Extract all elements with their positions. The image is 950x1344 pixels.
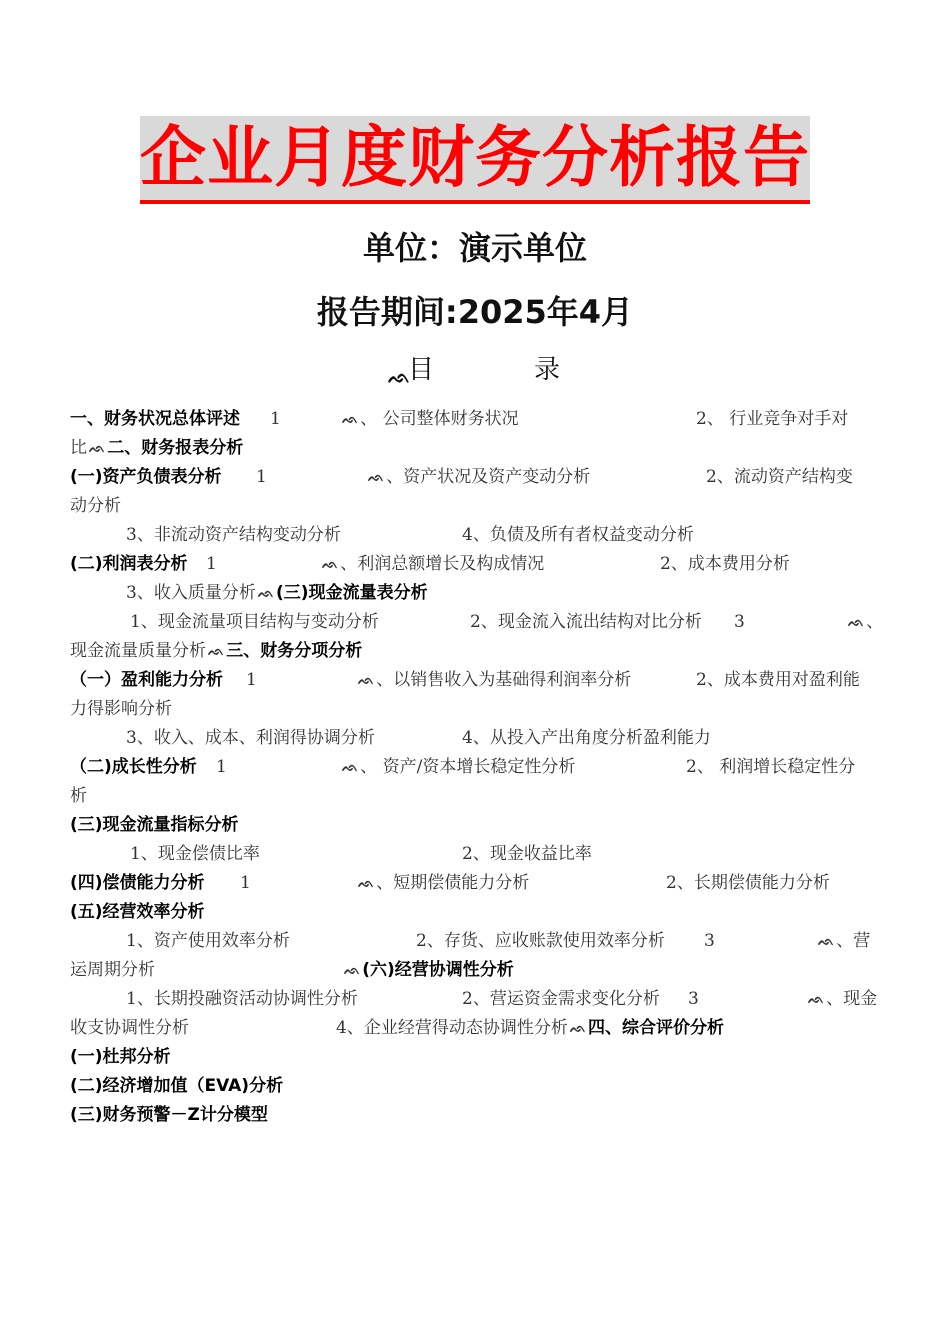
toc-line [70, 753, 880, 782]
toc-item-continued[interactable]: 析 [70, 786, 87, 806]
toc-item-continued[interactable]: 收支协调性分析 [70, 1018, 189, 1038]
toc-item-number: 1 [206, 554, 217, 574]
title-underline [140, 200, 810, 204]
toc-item[interactable]: 2、现金收益比率 [462, 844, 592, 864]
toc-item[interactable]: 4、从投入产出角度分析盈利能力 [462, 728, 711, 748]
toc-line [70, 724, 880, 753]
toc-item-number: 1 [270, 409, 281, 429]
toc-section[interactable]: 一、财务状况总体评述 [70, 409, 240, 429]
toc-line [70, 985, 880, 1014]
toc-item-continued[interactable]: 比 ᨒ 二、财务报表分析 [70, 434, 243, 463]
toc-item[interactable]: ᨒ 、 公司整体财务状况 [340, 405, 519, 434]
toc-item-number: 1 [240, 873, 251, 893]
toc-line [70, 1043, 880, 1072]
toc-line [70, 666, 880, 695]
toc-line [70, 434, 880, 463]
toc-line [70, 811, 880, 840]
toc-line [70, 927, 880, 956]
toc-item-continued[interactable]: 力得影响分析 [70, 699, 172, 719]
toc-item[interactable]: 2、成本费用分析 [660, 554, 790, 574]
toc-mark-icon: ᨒ [808, 992, 825, 1007]
report-period: 报告期间:2025年4月 [316, 293, 634, 331]
toc-item[interactable]: 3、收入、成本、利润得协调分析 [126, 728, 375, 748]
toc-line [70, 956, 880, 985]
toc-item[interactable]: ᨒ 、现金 [806, 985, 877, 1014]
toc-subsection[interactable]: (二)利润表分析 [70, 554, 188, 574]
toc-mark-icon: ᨒ [257, 586, 275, 601]
toc-item[interactable]: ᨒ 、 资产/资本增长稳定性分析 [340, 753, 575, 782]
toc-line [70, 1072, 880, 1101]
toc-line [70, 898, 880, 927]
toc-line [70, 579, 880, 608]
toc-item[interactable]: 2、长期偿债能力分析 [666, 873, 830, 893]
toc-mark-icon: ᨒ [342, 760, 359, 775]
toc-item[interactable]: 1、长期投融资活动协调性分析 [126, 989, 358, 1009]
toc-item[interactable]: ᨒ 、资产状况及资产变动分析 [366, 463, 590, 492]
toc-subsection[interactable]: (一)杜邦分析 [70, 1047, 171, 1067]
toc-line [70, 492, 880, 521]
report-title: 企业月度财务分析报告 [140, 119, 810, 196]
toc-item[interactable]: 2、流动资产结构变 [706, 467, 853, 487]
toc-line [70, 405, 880, 434]
table-of-contents [70, 405, 884, 1130]
toc-mark-icon: ᨒ [342, 412, 359, 427]
toc-mark-icon: ᨒ [368, 470, 385, 485]
toc-mark-icon: ᨒ [344, 963, 361, 978]
toc-subsection[interactable]: (四)偿债能力分析 [70, 873, 205, 893]
toc-mark-icon: ᨒ [358, 673, 375, 688]
toc-item[interactable]: 2、营运资金需求变化分析 [462, 989, 660, 1009]
toc-section: 四、综合评价分析 [588, 1018, 725, 1038]
toc-item[interactable]: ᨒ 、短期偿债能力分析 [356, 869, 529, 898]
toc-line [70, 463, 880, 492]
toc-item[interactable]: ᨒ 、利润总额增长及构成情况 [320, 550, 544, 579]
unit-label: 单位 ： [363, 229, 459, 267]
toc-mark-icon: ᨒ [89, 441, 106, 456]
toc-item[interactable]: 3、收入质量分析 ᨒ (三)现金流量表分析 [126, 579, 428, 608]
toc-subsection[interactable]: （二)成长性分析 [70, 757, 197, 777]
toc-item-continued[interactable]: 现金流量质量分析 ᨒ 三、财务分项分析 [70, 637, 362, 666]
toc-mark-icon: ᨒ [388, 367, 411, 388]
toc-item-continued[interactable]: 运周期分析 [70, 960, 155, 980]
toc-item[interactable]: ᨒ 、营 [816, 927, 870, 956]
toc-item[interactable]: 2、存货、应收账款使用效率分析 [416, 931, 665, 951]
toc-line [70, 782, 880, 811]
toc-section: 二、财务报表分析 [107, 438, 244, 458]
toc-subsection[interactable]: (三)现金流量指标分析 [70, 815, 239, 835]
toc-line [70, 840, 880, 869]
toc-subsection[interactable]: (一)资产负债表分析 [70, 467, 222, 487]
toc-item[interactable]: 4、企业经营得动态协调性分析 ᨒ 四、综合评价分析 [336, 1014, 724, 1043]
unit-line [0, 226, 950, 270]
toc-line [70, 1014, 880, 1043]
unit-value: 演示单位 [459, 229, 588, 267]
report-title-box [140, 116, 810, 202]
toc-heading-char-1: 目 [408, 355, 435, 385]
toc-subsection[interactable]: （一）盈利能力分析 [70, 670, 223, 690]
toc-item[interactable]: 1、现金偿债比率 [130, 844, 260, 864]
toc-item-number: 1 [256, 467, 267, 487]
toc-line [70, 608, 884, 637]
toc-item[interactable]: ᨒ 、以销售收入为基础得利润率分析 [356, 666, 631, 695]
toc-subsection[interactable]: ᨒ (六)经营协调性分析 [342, 956, 514, 985]
toc-line [70, 550, 880, 579]
toc-item[interactable]: 2、 利润增长稳定性分 [686, 757, 856, 777]
toc-mark-icon: ᨒ [358, 876, 375, 891]
toc-subsection[interactable]: (五)经营效率分析 [70, 902, 205, 922]
toc-item[interactable]: 3、非流动资产结构变动分析 [126, 525, 341, 545]
toc-item[interactable]: 2、成本费用对盈利能 [696, 670, 860, 690]
toc-line [70, 637, 880, 666]
toc-item[interactable]: 4、负债及所有者权益变动分析 [462, 525, 694, 545]
toc-item-number: 1 [216, 757, 227, 777]
toc-subsection[interactable]: (二)经济增加值（EVA)分析 [70, 1076, 284, 1096]
toc-item-number: 3 [688, 989, 699, 1009]
toc-item-number: 1 [246, 670, 257, 690]
toc-mark-icon: ᨒ [848, 615, 865, 630]
toc-subsection[interactable]: (三)财务预警－Z计分模型 [70, 1105, 268, 1125]
toc-mark-icon: ᨒ [208, 644, 225, 659]
toc-item[interactable]: 2、现金流入流出结构对比分析 [470, 612, 702, 632]
toc-mark-icon: ᨒ [322, 557, 339, 572]
toc-mark-icon: ᨒ [818, 934, 835, 949]
toc-item-number: 3 [704, 931, 715, 951]
toc-item-continued[interactable]: 动分析 [70, 496, 121, 516]
toc-line [70, 1101, 880, 1130]
toc-item[interactable]: 1、现金流量项目结构与变动分析 [130, 612, 379, 632]
toc-item[interactable]: 2、 行业竞争对手对 [696, 409, 849, 429]
toc-subsection: (三)现金流量表分析 [276, 583, 428, 603]
toc-line [70, 695, 880, 724]
toc-heading [388, 352, 588, 388]
toc-line [70, 869, 880, 898]
toc-section: 三、财务分项分析 [226, 641, 363, 661]
toc-item[interactable]: 1、资产使用效率分析 [126, 931, 290, 951]
toc-item[interactable]: ᨒ 、 [846, 608, 883, 637]
toc-mark-icon: ᨒ [569, 1021, 587, 1036]
toc-item-number: 3 [734, 612, 745, 632]
toc-heading-char-2: 录 [534, 355, 561, 385]
toc-line [70, 521, 880, 550]
